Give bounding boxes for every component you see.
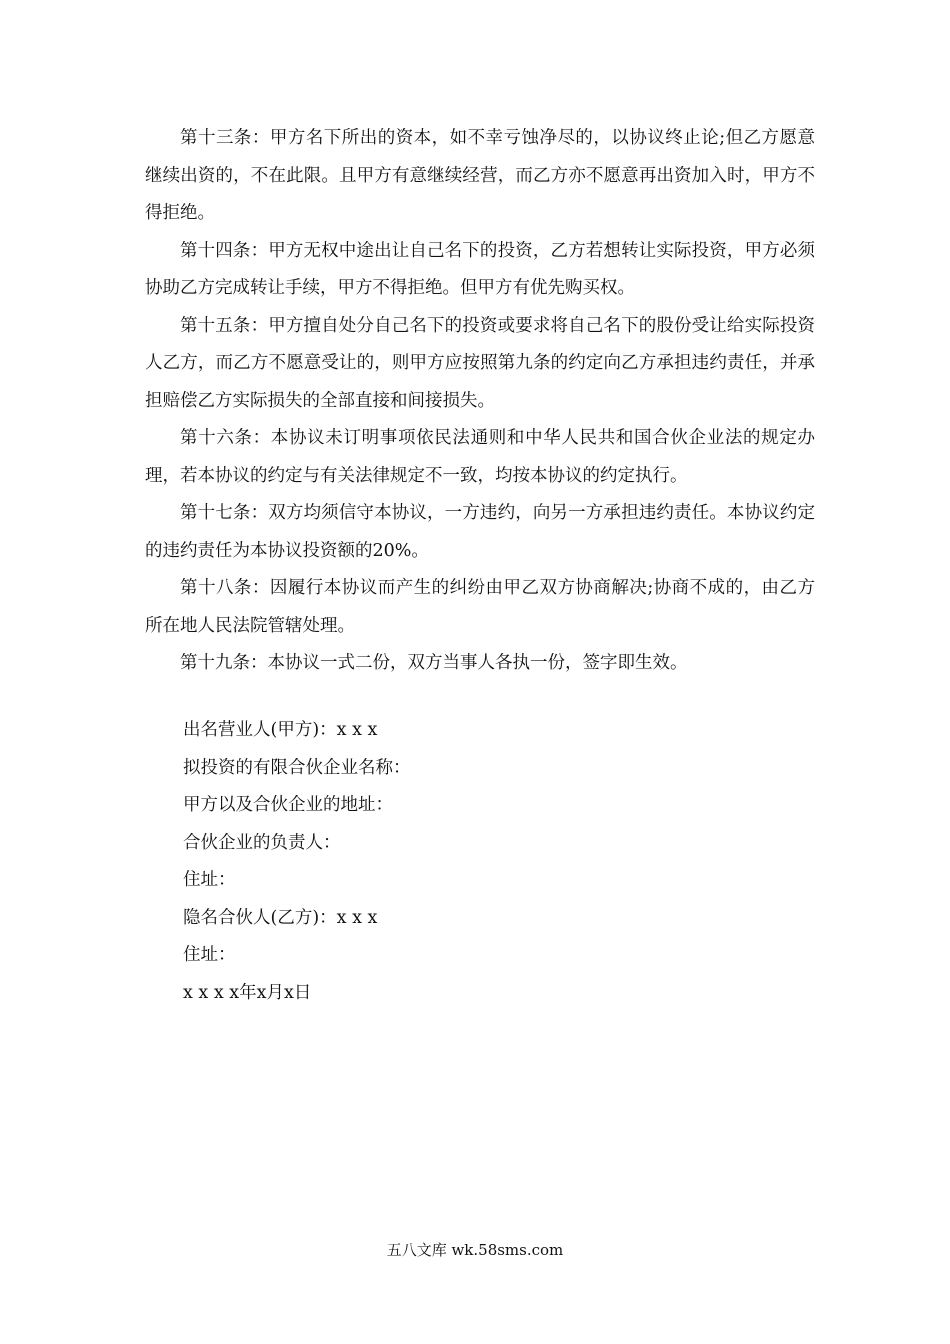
article-16: 第十六条：本协议未订明事项依民法通则和中华人民共和国合伙企业法的规定办理，若本协议的约定与有关法律规定不一致，均按本协议的约定执行。 bbox=[145, 428, 815, 486]
enterprise-name-line: 拟投资的有限合伙企业名称： bbox=[183, 757, 411, 778]
article-13: 第十三条：甲方名下所出的资本，如不幸亏蚀净尽的，以协议终止论;但乙方愿意继续出资的，不在此限。且甲方有意继续经营，而乙方亦不愿意再出资加入时，甲方不得拒绝。 bbox=[145, 128, 815, 223]
address-a-line: 甲方以及合伙企业的地址： bbox=[183, 795, 393, 815]
article-17: 第十七条：双方均须信守本协议，一方违约，向另一方承担违约责任。本协议约定的违约责任为本协议投资额的20%。 bbox=[145, 503, 815, 561]
responsible-person-line: 合伙企业的负责人： bbox=[183, 832, 341, 853]
party-b-line: 隐名合伙人(乙方)：x x x bbox=[183, 907, 378, 928]
signature-block bbox=[183, 712, 783, 1012]
residence-line-1: 住址： bbox=[183, 870, 236, 890]
article-19: 第十九条：本协议一式二份，双方当事人各执一份，签字即生效。 bbox=[180, 653, 688, 673]
article-15: 第十五条：甲方擅自处分自己名下的投资或要求将自己名下的股份受让给实际投资人乙方，而乙方不愿意受让的，则甲方应按照第九条的约定向乙方承担违约责任，并承担赔偿乙方实际损失的全部直接和间接损失。 bbox=[145, 315, 815, 411]
residence-line-2: 住址： bbox=[183, 945, 236, 965]
agreement-articles bbox=[145, 120, 815, 683]
article-18: 第十八条：因履行本协议而产生的纠纷由甲乙双方协商解决;协商不成的，由乙方所在地人民法院管辖处理。 bbox=[145, 578, 815, 636]
party-a-line: 出名营业人(甲方)：x x x bbox=[183, 720, 378, 740]
article-14: 第十四条：甲方无权中途出让自己名下的投资，乙方若想转让实际投资，甲方必须协助乙方完成转让手续，甲方不得拒绝。但甲方有优先购买权。 bbox=[145, 240, 815, 298]
page-footer: 五八文库 wk.58sms.com bbox=[386, 1241, 564, 1259]
date-line: x x x x年x月x日 bbox=[183, 982, 312, 1003]
